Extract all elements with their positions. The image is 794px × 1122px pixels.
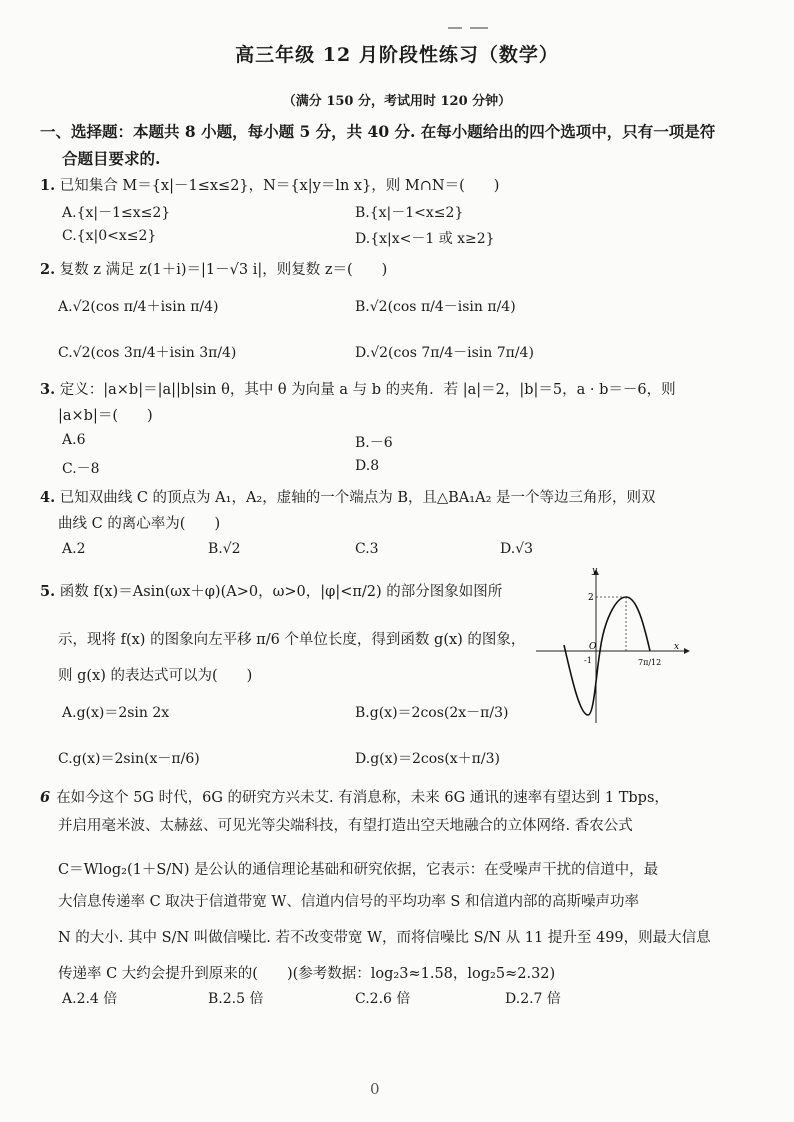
option-text: g(x)＝2sin 2x xyxy=(76,705,170,721)
question-stem-cont: 示，现将 f(x) 的图象向左平移 π/6 个单位长度，得到函数 g(x) 的图象， xyxy=(58,632,526,648)
option-text: －6 xyxy=(369,435,393,451)
option-b[interactable] xyxy=(208,988,263,1008)
option-text: 2.4 倍 xyxy=(76,991,118,1007)
option-label: C. xyxy=(62,461,77,477)
section-instructions-line1: 一、选择题：本题共 8 小题，每小题 5 分，共 40 分. 在每小题给出的四个选项中，只有一项是符 xyxy=(40,122,716,141)
option-text: {x|0<x≤2} xyxy=(76,228,157,244)
option-a[interactable] xyxy=(62,202,170,222)
option-label: B. xyxy=(355,205,370,221)
question-stem-cont: 则 g(x) 的表达式可以为( ) xyxy=(58,668,253,684)
option-label: A. xyxy=(62,541,77,557)
option-c[interactable] xyxy=(58,748,200,768)
option-c[interactable] xyxy=(355,988,410,1008)
option-text: √2(cos 3π/4＋isin 3π/4) xyxy=(72,345,237,361)
question-stem: 函数 f(x)＝Asin(ωx＋φ)(A>0，ω>0，|φ|<π/2) 的部分图象如图所 xyxy=(59,584,503,600)
question-line: 在如今这个 5G 时代，6G 的研究方兴未艾. 有消息称，未来 6G 通讯的速率有望达到 1 Tbps， xyxy=(56,790,669,806)
option-d[interactable] xyxy=(500,541,533,557)
option-label: D. xyxy=(355,458,371,474)
option-b[interactable] xyxy=(355,296,516,316)
question-stem-cont: |a×b|＝( ) xyxy=(58,408,153,424)
option-label: C. xyxy=(58,345,73,361)
question-stem: 已知集合 M＝{x|－1≤x≤2}，N＝{x|y＝ln x}，则 M∩N＝( ) xyxy=(59,178,500,194)
option-d[interactable] xyxy=(355,228,495,248)
option-text: √2 xyxy=(222,541,241,557)
option-label: C. xyxy=(62,228,77,244)
question-1 xyxy=(40,174,499,195)
question-stem: 已知双曲线 C 的顶点为 A₁，A₂，虚轴的一个端点为 B，且△BA₁A₂ 是一个等边三角形，则双 xyxy=(59,490,656,506)
option-text: 6 xyxy=(76,432,86,448)
sine-curve xyxy=(564,597,650,715)
option-d[interactable] xyxy=(355,458,379,474)
option-label: A. xyxy=(62,991,77,1007)
option-label: D. xyxy=(500,541,516,557)
option-b[interactable] xyxy=(208,541,241,557)
option-text: g(x)＝2sin(x－π/6) xyxy=(72,751,200,767)
sine-graph xyxy=(534,565,694,725)
option-label: D. xyxy=(355,751,371,767)
question-number: 6 xyxy=(40,789,51,806)
option-label: B. xyxy=(355,705,370,721)
option-label: A. xyxy=(62,205,77,221)
option-text: 2.7 倍 xyxy=(520,991,561,1007)
option-d[interactable] xyxy=(505,988,561,1008)
option-text: g(x)＝2cos(2x－π/3) xyxy=(369,705,509,721)
question-3 xyxy=(40,378,676,399)
scan-marks xyxy=(448,14,508,18)
question-stem: 定义：|a×b|＝|a||b|sin θ，其中 θ 为向量 a 与 b 的夹角．若 |a|＝2，|b|＝5，a · b＝－6，则 xyxy=(59,382,676,398)
question-number: 3. xyxy=(40,381,56,398)
option-label: D. xyxy=(355,231,371,247)
option-text: √2(cos π/4－isin π/4) xyxy=(369,299,516,315)
min-label: -1 xyxy=(584,656,592,665)
option-text: 3 xyxy=(369,541,379,557)
option-b[interactable] xyxy=(355,432,393,452)
option-label: A. xyxy=(62,432,77,448)
option-label: B. xyxy=(355,435,370,451)
option-d[interactable] xyxy=(355,748,500,768)
option-text: g(x)＝2cos(x＋π/3) xyxy=(370,751,500,767)
question-number: 2. xyxy=(40,261,56,278)
option-label: C. xyxy=(58,751,73,767)
section-header xyxy=(40,118,740,172)
question-6 xyxy=(40,786,669,807)
option-a[interactable] xyxy=(62,541,85,557)
page-mark: 0 xyxy=(370,1080,380,1098)
option-text: √3 xyxy=(515,541,534,557)
option-text: 8 xyxy=(370,458,380,474)
question-4 xyxy=(40,486,656,507)
option-b[interactable] xyxy=(355,702,508,722)
option-label: D. xyxy=(505,991,521,1007)
question-5 xyxy=(40,580,502,601)
option-label: B. xyxy=(208,991,223,1007)
option-text: －8 xyxy=(76,461,100,477)
option-c[interactable] xyxy=(355,541,379,557)
page-title: 高三年级 12 月阶段性练习（数学） xyxy=(235,44,559,66)
question-line: C＝Wlog₂(1＋S/N) 是公认的通信理论基础和研究依据，它表示：在受噪声干扰的信道中，最 xyxy=(58,862,659,878)
question-line: 传递率 C 大约会提升到原来的( )(参考数据：log₂3≈1.58，log₂5≈2.32) xyxy=(58,966,556,982)
question-number: 5. xyxy=(40,583,56,600)
option-label: A. xyxy=(58,299,73,315)
option-d[interactable] xyxy=(355,342,534,362)
option-label: A. xyxy=(62,705,77,721)
x-tick-label: 7π/12 xyxy=(638,658,662,667)
option-a[interactable] xyxy=(62,988,117,1008)
option-text: {x|x<－1 或 x≥2} xyxy=(370,231,495,247)
question-stem-cont: 曲线 C 的离心率为( ) xyxy=(58,516,221,532)
y-axis-label: y xyxy=(592,566,598,576)
section-instructions-line2: 合题目要求的. xyxy=(62,149,161,168)
option-c[interactable] xyxy=(58,342,236,362)
option-label: C. xyxy=(355,991,370,1007)
question-number: 1. xyxy=(40,177,56,194)
option-a[interactable] xyxy=(58,296,218,316)
option-label: B. xyxy=(208,541,223,557)
question-line: 大信息传递率 C 取决于信道带宽 W、信道内信号的平均功率 S 和信道内部的高斯噪声功率 xyxy=(58,894,639,910)
question-line: N 的大小. 其中 S/N 叫做信噪比. 若不改变带宽 W，而将信噪比 S/N 从 11 提升至 499，则最大信息 xyxy=(58,930,711,946)
option-b[interactable] xyxy=(355,202,463,222)
question-line: 并启用毫米波、太赫兹、可见光等尖端科技，有望打造出空天地融合的立体网络. 香农公式 xyxy=(58,818,633,834)
option-text: {x|－1<x≤2} xyxy=(369,205,464,221)
option-c[interactable] xyxy=(62,228,156,244)
option-text: 2 xyxy=(76,541,86,557)
option-label: C. xyxy=(355,541,370,557)
option-text: 2.5 倍 xyxy=(222,991,264,1007)
page-subtitle: （满分 150 分，考试用时 120 分钟） xyxy=(282,94,512,109)
option-text: {x|－1≤x≤2} xyxy=(76,205,171,221)
option-a[interactable] xyxy=(62,702,169,722)
option-text: √2(cos 7π/4－isin 7π/4) xyxy=(370,345,534,361)
option-text: √2(cos π/4＋isin π/4) xyxy=(72,299,219,315)
x-axis-arrow xyxy=(684,648,690,654)
option-text: 2.6 倍 xyxy=(369,991,411,1007)
option-label: B. xyxy=(355,299,370,315)
origin-label: O xyxy=(589,642,597,652)
question-2 xyxy=(40,258,387,279)
option-c[interactable] xyxy=(62,458,100,478)
x-axis-label: x xyxy=(674,642,680,652)
option-a[interactable] xyxy=(62,432,85,448)
max-label: 2 xyxy=(588,593,594,603)
option-label: D. xyxy=(355,345,371,361)
question-number: 4. xyxy=(40,489,56,506)
question-stem: 复数 z 满足 z(1＋i)＝|1－√3 i|，则复数 z＝( ) xyxy=(59,262,388,278)
